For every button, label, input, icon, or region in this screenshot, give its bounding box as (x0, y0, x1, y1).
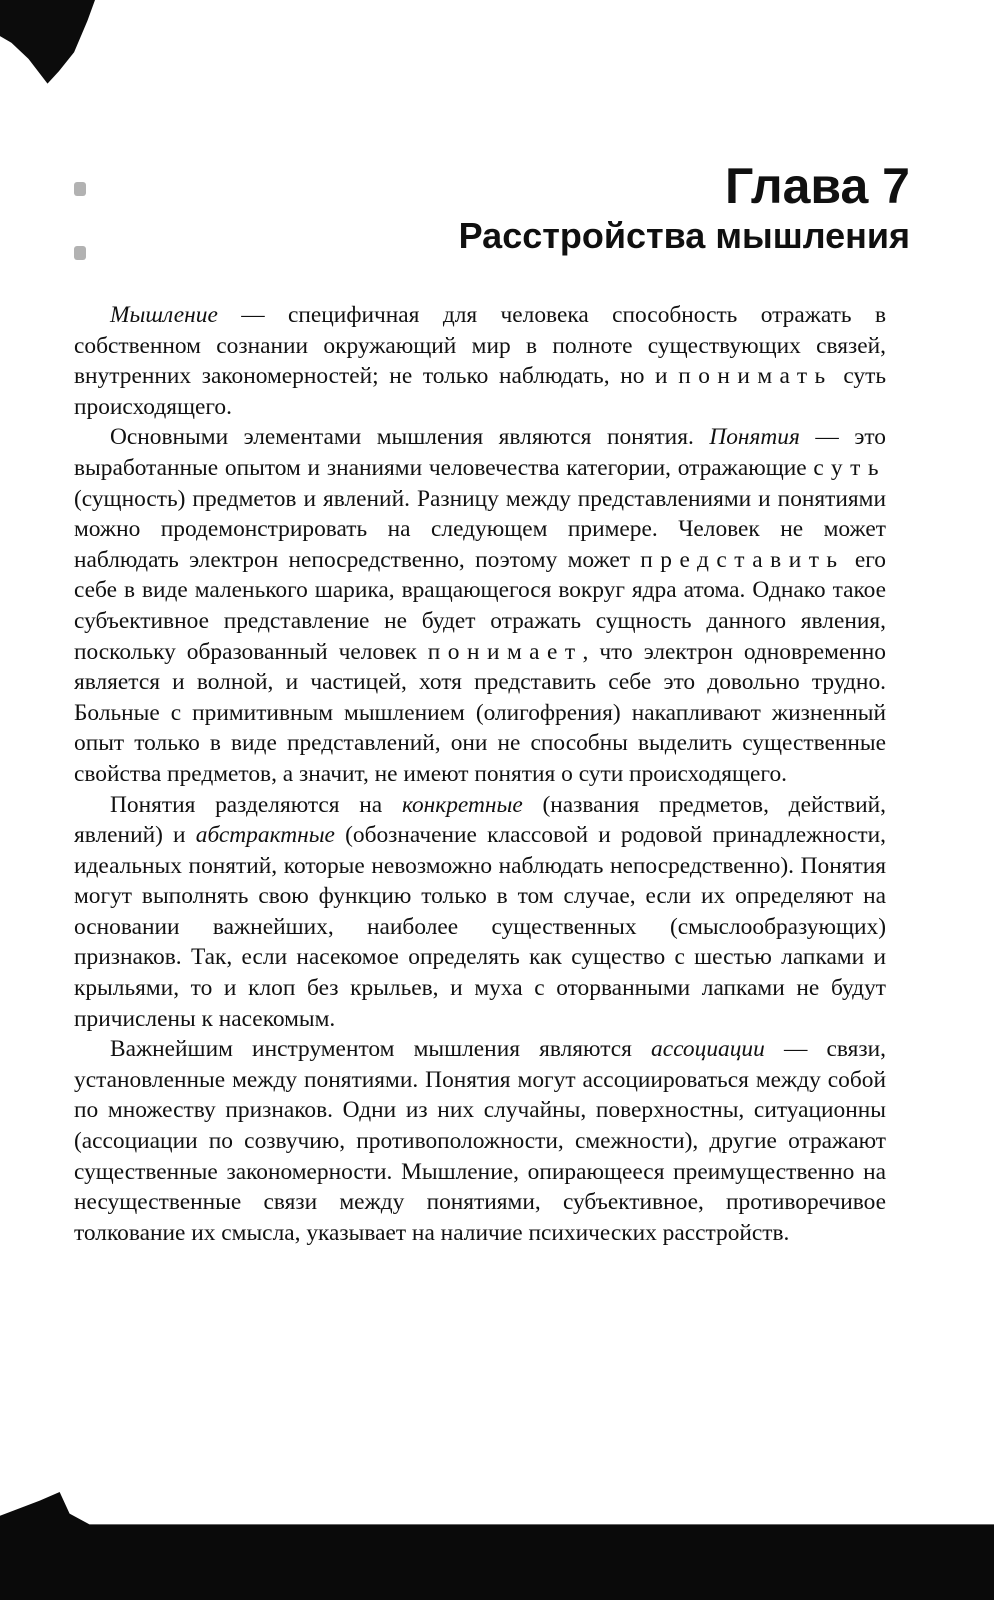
scan-artifact-bottom (0, 1492, 994, 1600)
spaced-word: понимает (427, 638, 583, 665)
scan-speck (74, 182, 86, 196)
spaced-word: понимать (678, 363, 833, 390)
chapter-body (74, 300, 886, 1248)
paragraph-3: Понятия разделяются на конкретные (названия предметов, действий, явлений) и абстрактные (обозначение классовой и родовой принадлежности, идеальных понятий, которые невозможно наблюдать непосредственно). Понятия могут выполнять свою функцию только в том случае, если их определяют на основании важнейших, наиболее существенных (смыслообразующих) признаков. Так, если насекомое определять как существо с шестью лапками и крыльями, то и клоп без крыльев, и муха с оторванными лапками не будут причислены к насекомым. (74, 791, 887, 1032)
term-associations: ассоциации (651, 1036, 765, 1063)
term-thinking: Мышление (110, 302, 218, 328)
term-concrete: конкретные (401, 791, 523, 818)
paragraph-1: Мышление — специфичная для человека способность отражать в собственном сознании окружающий мир в полноте существующих связей, внутренних закономерностей; не только наблюдать, но и понимать суть происходящего. (74, 302, 886, 420)
scan-speck (74, 246, 86, 260)
paragraph-4: Важнейшим инструментом мышления являются ассоциации — связи, установленные между понятиями. Понятия могут ассоциироваться между собой по множеству признаков. Одни из них случайны, поверхностны, ситуационны (ассоциации по созвучию, противоположности, смежности), другие отражают существенные закономерности. Мышление, опирающееся преимущественно на несущественные связи между понятиями, субъективное, противоречивое толкование их смысла, указывает на наличие психических расстройств. (74, 1036, 886, 1246)
term-concepts: Понятия (709, 424, 800, 451)
spaced-word: суть (813, 454, 886, 481)
scan-artifact-top (0, 0, 95, 95)
chapter-title: Расстройства мышления (458, 215, 910, 256)
paragraph-2: Основными элементами мышления являются понятия. Понятия — это выработанные опытом и знаниями человечества категории, отражающие суть (сущность) предметов и явлений. Разницу между представлениями и понятиями можно продемонстрировать на следующем примере. Человек не может наблюдать электрон непосредственно, поэтому может представить его себе в виде маленького шарика, вращающегося вокруг ядра атома. Однако такое субъективное представление не будет отражать сущность данного явления, поскольку образованный человек понимает, что электрон одновременно является и волной, и частицей, хотя представить себе это довольно трудно. Больные с примитивным мышлением (олигофрения) накапливают жизненный опыт только в виде представлений, они не способны выделить существенные свойства предметов, а значит, не имеют понятия о сути происходящего. (74, 424, 887, 787)
spaced-word: представить (640, 546, 845, 573)
chapter-label: Глава 7 (724, 158, 910, 214)
term-abstract: абстрактные (195, 822, 335, 849)
